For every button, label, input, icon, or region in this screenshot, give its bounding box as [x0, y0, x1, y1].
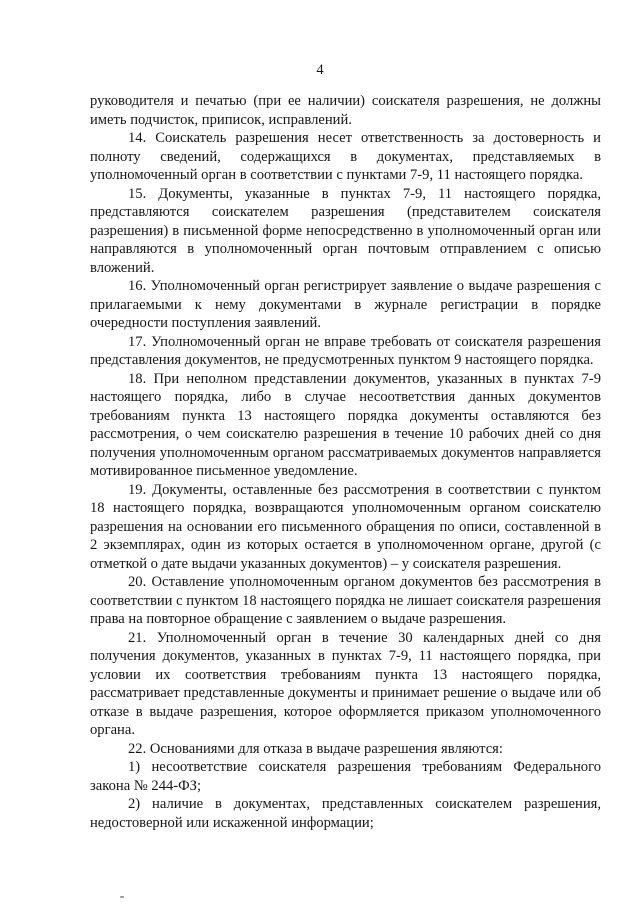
paragraph-17: 17. Уполномоченный орган не вправе требовать от соискателя разрешения представления документов, не предусмотренных пунктом 9 настоящего порядка. — [90, 333, 601, 368]
page-number: 4 — [316, 62, 324, 78]
paragraph-20: 20. Оставление уполномоченным органом документов без рассмотрения в соответствии с пунктом 18 настоящего порядка не лишает соискателя разрешения права на повторное обращение с заявлением о выдаче разрешения. — [90, 574, 602, 627]
paragraph-22-item-2: 2) наличие в документах, представленных соискателем разрешения, недостоверной или искаженной информации; — [90, 796, 601, 831]
document-body — [90, 92, 601, 832]
paragraph-22-item-1: 1) несоответствие соискателя разрешения требованиям Федерального закона № 244-ФЗ; — [90, 759, 601, 794]
paragraph-22: 22. Основаниями для отказа в выдаче разрешения являются: — [128, 740, 503, 757]
paragraph-18: 18. При неполном представлении документов, указанных в пунктах 7-9 настоящего порядка, либо в случае несоответствия данных документов требованиям пункта 13 настоящего порядка документы оставляются без рассмотрения, о чем соискателю разрешения в течение 10 рабочих дней со дня получения уполномоченным органом рассматриваемых документов направляется мотивированное письменное уведомление. — [90, 370, 601, 479]
paragraph-21: 21. Уполномоченный орган в течение 30 календарных дней со дня получения документов, указанных в пунктах 7-9, 11 настоящего порядка, при условии их соответствия требованиям пункта 13 настоящего порядка, рассматривает представленные документы и принимает решение о выдаче или об отказе в выдаче разрешения, которое оформляется приказом уполномоченного органа. — [90, 629, 601, 738]
paragraph-15: 15. Документы, указанные в пунктах 7-9, 11 настоящего порядка, представляются соискателем разрешения (представителем соискателя разрешения) в письменной форме непосредственно в уполномоченный орган или направляются в уполномоченный орган почтовым отправлением с описью вложений. — [90, 185, 601, 276]
scan-speck — [120, 896, 124, 898]
paragraph-13-continuation: руководителя и печатью (при ее наличии) соискателя разрешения, не должны иметь подчисток, приписок, исправлений. — [90, 93, 601, 128]
paragraph-19: 19. Документы, оставленные без рассмотрения в соответствии с пунктом 18 настоящего порядка, возвращаются уполномоченным органом соискателю разрешения на основании его письменного обращения по описи, составленной в 2 экземплярах, один из которых остается в уполномоченном органе, другой (с отметкой о дате выдачи указанных документов) – у соискателя разрешения. — [90, 481, 601, 572]
paragraph-16: 16. Уполномоченный орган регистрирует заявление о выдаче разрешения с прилагаемыми к нему документами в журнале регистрации в порядке очередности поступления заявлений. — [90, 278, 601, 331]
paragraph-14: 14. Соискатель разрешения несет ответственность за достоверность и полноту сведений, содержащихся в документах, представляемых в уполномоченный орган в соответствии с пунктами 7-9, 11 настоящего порядка. — [90, 130, 601, 183]
